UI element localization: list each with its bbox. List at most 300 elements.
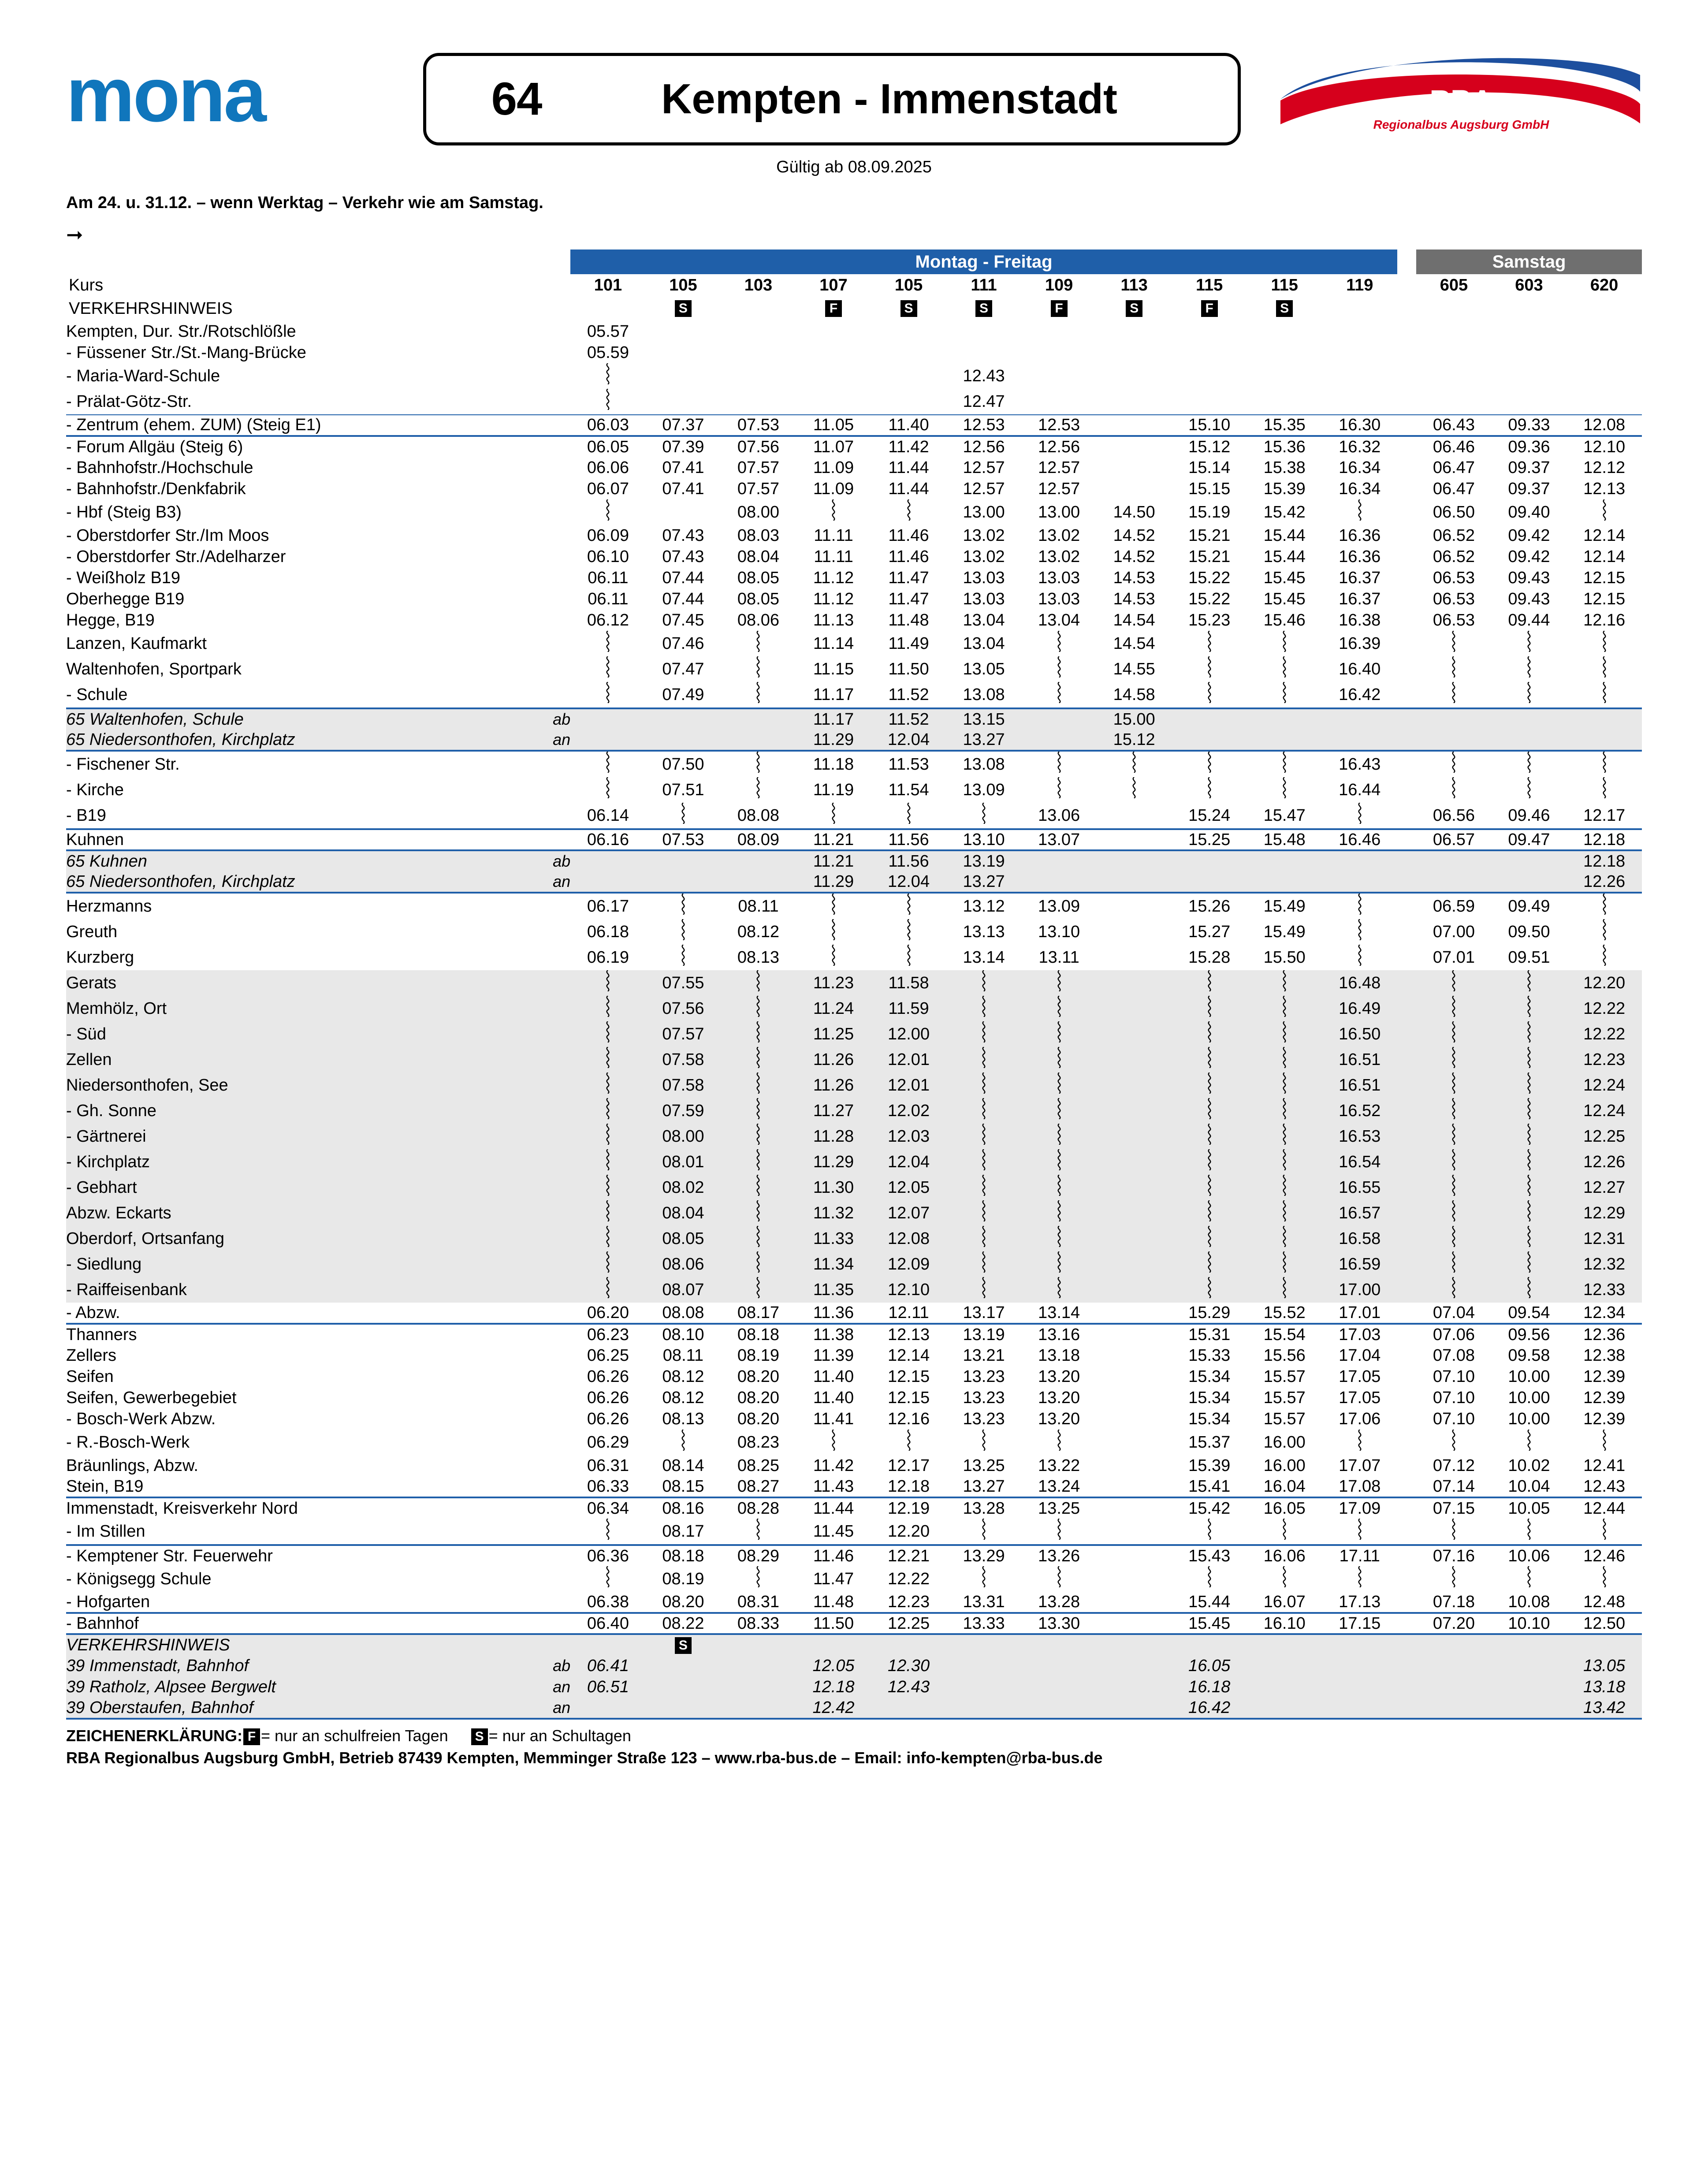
timetable-row [66,363,1642,389]
time-cell: 11.40 [871,415,946,436]
time-cell: 12.53 [1021,415,1097,436]
time-cell: 15.46 [1263,611,1306,629]
stop-name: Stein, B19 [66,1477,144,1496]
time-cell: 07.57 [737,479,780,498]
time-cell [1097,777,1172,803]
time-cell: 13.13 [963,922,1005,941]
time-cell: 16.34 [1339,458,1381,477]
time-cell: 13.42 [1567,1698,1642,1719]
time-cell: 14.54 [1113,611,1155,629]
stop-ab-an [514,478,571,499]
time-cell [1097,1277,1172,1303]
time-cell: 06.07 [587,479,629,498]
time-cell: 13.08 [963,755,1005,774]
time-cell [1247,751,1322,777]
time-cell [1567,1430,1642,1455]
time-cell: 13.10 [1038,922,1080,941]
band-spacer [66,249,514,274]
time-cell: 15.49 [1263,897,1306,916]
time-cell: 15.41 [1188,1477,1231,1496]
time-cell [570,1698,646,1719]
stop-ab-an: ab [514,850,571,871]
stop-ab-an [514,945,571,970]
time-cell [946,1047,1022,1072]
time-cell: 10.10 [1492,1613,1567,1634]
time-cell: 12.39 [1583,1367,1626,1386]
row-gap [1397,1303,1416,1324]
course-number-weekday-3: 107 [819,276,848,294]
stop-name: Zellers [66,1346,117,1365]
time-cell [1021,1175,1097,1200]
time-cell [1097,1345,1172,1366]
row-gap [1397,1592,1416,1613]
time-cell: 13.03 [963,568,1005,587]
time-cell: 09.37 [1508,458,1550,477]
time-cell: 12.36 [1567,1324,1642,1345]
time-cell [646,871,721,893]
time-cell: 09.51 [1508,948,1550,967]
time-cell [721,1072,796,1098]
time-cell: 08.20 [737,1409,780,1428]
stop-name: - Bosch-Werk Abzw. [66,1409,216,1428]
time-cell: 12.22 [887,1569,930,1588]
time-cell: 08.28 [721,1497,796,1519]
course-number-weekday-0: 101 [594,276,622,294]
time-cell: 12.07 [871,1200,946,1226]
time-cell [1097,1545,1172,1566]
stop-name: - Prälat-Götz-Str. [66,392,192,411]
time-cell: 08.31 [737,1592,780,1611]
time-cell: 11.11 [814,526,853,545]
vh-gap [1397,296,1416,321]
time-cell: 13.05 [1567,1655,1642,1676]
timetable-row [66,478,1642,499]
time-cell: 07.43 [662,526,704,545]
time-cell: 16.58 [1322,1226,1397,1251]
time-cell: 11.29 [796,1149,871,1175]
time-cell [1247,363,1322,389]
time-cell [1097,1676,1172,1698]
time-cell: 13.00 [1038,503,1080,521]
time-cell: 15.27 [1188,922,1231,941]
time-cell [946,1226,1022,1251]
footer-ab-an: an [514,1676,571,1698]
time-cell [1322,1698,1397,1719]
time-cell [1492,1251,1567,1277]
time-cell: 12.10 [871,1277,946,1303]
time-cell [1492,1519,1567,1545]
footer-marker-2 [721,1634,796,1655]
time-cell [1172,1124,1247,1149]
time-cell: 12.10 [1567,436,1642,457]
time-cell [1021,970,1097,996]
time-cell: 11.45 [813,1522,854,1541]
stop-ab-an [514,1098,571,1124]
time-cell: 15.34 [1188,1367,1231,1386]
time-cell [1172,751,1247,777]
time-cell: 07.45 [662,611,704,629]
stop-ab-an [514,996,571,1021]
stop-ab-an [514,1592,571,1613]
time-cell: 17.15 [1322,1613,1397,1634]
time-cell: 16.57 [1322,1200,1397,1226]
time-cell: 07.56 [721,436,796,457]
stop-ab-an [514,436,571,457]
time-cell [946,1251,1022,1277]
time-cell: 11.25 [796,1021,871,1047]
time-cell [1322,321,1397,342]
stop-ab-an [514,457,571,478]
time-cell [721,631,796,656]
time-cell [1021,850,1097,871]
time-cell [1097,1226,1172,1251]
time-cell [1097,871,1172,893]
time-cell: 15.45 [1263,589,1306,608]
row-gap [1397,1098,1416,1124]
time-cell: 13.22 [1038,1456,1080,1475]
time-cell [1021,1200,1097,1226]
time-cell [1172,631,1247,656]
time-cell: 07.58 [646,1047,721,1072]
time-cell [646,321,721,342]
row-gap [1397,803,1416,829]
time-cell [1247,996,1322,1021]
time-cell: 11.50 [888,659,929,678]
time-cell: 08.10 [646,1324,721,1345]
time-cell [1097,850,1172,871]
time-cell: 15.56 [1263,1346,1306,1365]
time-cell [1097,363,1172,389]
time-cell: 12.32 [1567,1251,1642,1277]
time-cell [1097,751,1172,777]
time-cell [1097,1366,1172,1387]
timetable-row [66,1545,1642,1566]
time-cell: 13.24 [1038,1477,1080,1496]
time-cell: 11.19 [813,780,854,799]
stop-name: Abzw. Eckarts [66,1200,514,1226]
time-cell [1492,751,1567,777]
time-cell: 06.10 [587,547,629,566]
time-cell: 15.15 [1188,479,1231,498]
service-note-weekday-4 [871,296,946,321]
course-number-weekday-10: 119 [1346,276,1373,294]
time-cell: 13.23 [963,1388,1005,1407]
time-cell: 08.17 [662,1522,704,1541]
time-cell: 16.05 [1247,1497,1322,1519]
stop-ab-an [514,893,571,919]
stop-name: - Siedlung [66,1251,514,1277]
time-cell [1492,1566,1567,1592]
time-cell [721,1200,796,1226]
time-cell [721,1519,796,1545]
time-cell: 13.26 [1021,1545,1097,1566]
service-note-weekday-2 [721,296,796,321]
time-cell [1021,1124,1097,1149]
stop-ab-an [514,777,571,803]
time-cell: 07.37 [646,415,721,436]
time-cell: 17.01 [1339,1303,1381,1322]
time-cell [1416,751,1492,777]
time-cell: 16.00 [1263,1456,1306,1475]
time-cell [646,850,721,871]
time-cell: 08.20 [737,1388,780,1407]
row-gap [1397,1566,1416,1592]
row-gap [1397,631,1416,656]
time-cell [1247,708,1322,730]
time-cell: 11.47 [813,1569,854,1588]
time-cell [1322,919,1397,945]
time-cell [721,871,796,893]
footer-marker-sat-0 [1416,1634,1492,1655]
row-gap [1397,945,1416,970]
time-cell: 17.08 [1339,1477,1381,1496]
direction-arrow-icon: ➞ [66,223,83,246]
time-cell: 06.52 [1433,526,1475,545]
time-cell [1567,321,1642,342]
time-cell: 13.25 [1021,1497,1097,1519]
time-cell: 12.18 [1567,850,1642,871]
stop-name: Seifen, Gewerbegebiet [66,1388,237,1407]
time-cell [1247,1519,1322,1545]
legend-f-icon: F [243,1728,260,1745]
stop-ab-an [514,588,571,610]
time-cell [570,1200,646,1226]
legend-f-text: = nur an schulfreien Tagen [261,1727,448,1745]
time-cell [1416,1566,1492,1592]
time-cell: 08.03 [737,526,780,545]
time-cell: 11.44 [888,479,929,498]
time-cell: 13.04 [1038,611,1080,629]
course-number-weekday-2: 103 [744,276,773,294]
time-cell: 07.12 [1433,1456,1475,1475]
stop-ab-an [514,1226,571,1251]
footer-stop-name: 39 Ratholz, Alpsee Bergwelt [66,1676,514,1698]
service-note-saturday-2 [1567,296,1642,321]
time-cell [646,342,721,363]
time-cell: 12.30 [871,1655,946,1676]
footer-connection-row [66,1676,1642,1698]
time-cell: 13.02 [963,526,1005,545]
time-cell [1492,730,1567,751]
course-number-weekday-7: 113 [1120,276,1148,294]
time-cell: 16.43 [1339,755,1381,774]
time-cell [646,919,721,945]
time-cell: 07.18 [1433,1592,1475,1611]
time-cell: 12.25 [871,1613,946,1634]
time-cell: 13.27 [946,730,1022,751]
time-cell: 14.58 [1113,685,1155,704]
time-cell: 06.36 [570,1545,646,1566]
course-number-weekday-1: 105 [669,276,697,294]
footer-gap [1397,1634,1416,1655]
time-cell: 11.38 [796,1324,871,1345]
time-cell: 12.42 [796,1698,871,1719]
time-cell: 11.48 [813,1592,854,1611]
time-cell [1416,730,1492,751]
time-cell [570,1124,646,1149]
time-cell [1492,342,1567,363]
time-cell [1492,1021,1567,1047]
time-cell: 09.58 [1508,1346,1550,1365]
time-cell [1567,1519,1642,1545]
stop-ab-an [514,1149,571,1175]
time-cell: 11.29 [796,730,871,751]
stop-name: Kempten, Dur. Str./Rotschlößle [66,322,296,341]
time-cell [1021,777,1097,803]
time-cell: 12.39 [1583,1409,1626,1428]
stop-name: - Schule [66,685,128,704]
time-cell: 08.09 [721,829,796,850]
time-cell: 12.48 [1583,1592,1626,1611]
time-cell [1021,363,1097,389]
time-cell: 15.44 [1263,526,1306,545]
time-cell [570,499,646,525]
time-cell: 15.37 [1188,1433,1231,1452]
time-cell: 12.12 [1583,458,1626,477]
time-cell: 11.52 [888,685,929,704]
time-cell [1322,850,1397,871]
course-number-weekday-5: 111 [971,276,997,294]
time-cell [871,342,946,363]
legend-s-icon: S [471,1728,488,1745]
footer-verkehrshinweis-label: VERKEHRSHINWEIS [66,1634,514,1655]
time-cell [721,1098,796,1124]
time-cell [570,1098,646,1124]
time-cell [1416,389,1492,415]
time-cell: 06.05 [570,436,646,457]
time-cell [1492,1226,1567,1251]
stop-name: Thanners [66,1324,514,1345]
time-cell: 15.26 [1188,897,1231,916]
legend-s-text: = nur an Schultagen [488,1727,631,1745]
time-cell: 08.04 [737,547,780,566]
time-cell: 10.02 [1508,1456,1550,1475]
time-cell: 11.05 [796,415,871,436]
timetable-row [66,1366,1642,1387]
time-cell: 12.09 [871,1251,946,1277]
time-cell: 13.02 [963,547,1005,566]
time-cell [1021,1251,1097,1277]
time-cell: 11.36 [813,1303,854,1322]
time-cell: 11.42 [871,436,946,457]
time-cell [1021,1098,1097,1124]
time-cell: 13.10 [946,829,1022,850]
time-cell: 12.14 [1583,526,1626,545]
time-cell: 12.13 [871,1324,946,1345]
row-gap [1397,919,1416,945]
footer-marker-sat-1 [1492,1634,1567,1655]
time-cell: 06.25 [587,1346,629,1365]
kurs-gap [1397,274,1416,296]
route-header-box [423,53,1241,145]
time-cell: 15.48 [1247,829,1322,850]
time-cell [1247,631,1322,656]
time-cell: 12.43 [963,366,1005,385]
stop-ab-an [514,751,571,777]
time-cell: 11.41 [813,1409,854,1428]
time-cell: 16.54 [1322,1149,1397,1175]
time-cell: 16.42 [1172,1698,1247,1719]
stop-ab-an [514,803,571,829]
time-cell: 12.44 [1567,1497,1642,1519]
row-gap [1397,1497,1416,1519]
stop-name: Bräunlings, Abzw. [66,1456,198,1475]
time-cell: 13.08 [963,685,1005,704]
timetable-row [66,342,1642,363]
time-cell: 11.56 [871,829,946,850]
time-cell: 12.04 [871,1149,946,1175]
service-note-row [66,296,1642,321]
time-cell: 06.14 [587,806,629,825]
stop-name: - Im Stillen [66,1522,145,1541]
time-cell: 08.20 [737,1367,780,1386]
time-cell: 12.04 [871,871,946,893]
time-cell: 13.20 [1038,1367,1080,1386]
stop-name: - Gh. Sonne [66,1098,514,1124]
timetable-row [66,546,1642,567]
time-cell: 15.12 [1097,730,1172,751]
time-cell [1247,1149,1322,1175]
stop-ab-an [514,1476,571,1497]
stop-ab-an [514,1613,571,1634]
stop-ab-an [514,1387,571,1408]
time-cell: 16.55 [1322,1175,1397,1200]
time-cell [1416,1519,1492,1545]
time-cell: 11.49 [888,634,929,653]
stop-ab-an [514,829,571,850]
time-cell [646,1430,721,1455]
stop-ab-an [514,1124,571,1149]
time-cell [1322,499,1397,525]
row-gap [1397,708,1416,730]
timetable-row [66,321,1642,342]
time-cell: 08.18 [721,1324,796,1345]
time-cell: 13.12 [963,897,1005,916]
time-cell [796,363,871,389]
stop-name: - Oberstdorfer Str./Adelharzer [66,547,286,566]
stop-name: Greuth [66,922,118,941]
timetable-row [66,682,1642,708]
time-cell [1492,1124,1567,1149]
time-cell [570,1277,646,1303]
time-cell [946,1072,1022,1098]
time-cell: 11.46 [796,1545,871,1566]
time-cell [1322,871,1397,893]
timetable-row [66,1592,1642,1613]
time-cell: 12.57 [1038,479,1080,498]
time-cell: 11.43 [813,1477,854,1496]
time-cell: 12.41 [1583,1456,1626,1475]
time-cell [1172,1251,1247,1277]
time-cell: 13.14 [963,948,1005,967]
stop-ab-an [514,1251,571,1277]
time-cell [1172,850,1247,871]
time-cell [1097,1200,1172,1226]
time-cell: 15.36 [1247,436,1322,457]
time-cell [721,1124,796,1149]
time-cell [1247,1098,1322,1124]
row-gap [1397,321,1416,342]
verkehrshinweis-label: VERKEHRSHINWEIS [69,299,233,318]
time-cell: 12.01 [871,1072,946,1098]
row-gap [1397,478,1416,499]
school-days-icon: S [975,300,992,317]
time-cell: 09.54 [1508,1303,1550,1322]
time-cell [1172,1021,1247,1047]
stop-name: 65 Niedersonthofen, Kirchplatz [66,730,514,751]
time-cell: 07.58 [646,1072,721,1098]
stop-name: - Bahnhofstr./Hochschule [66,458,253,477]
